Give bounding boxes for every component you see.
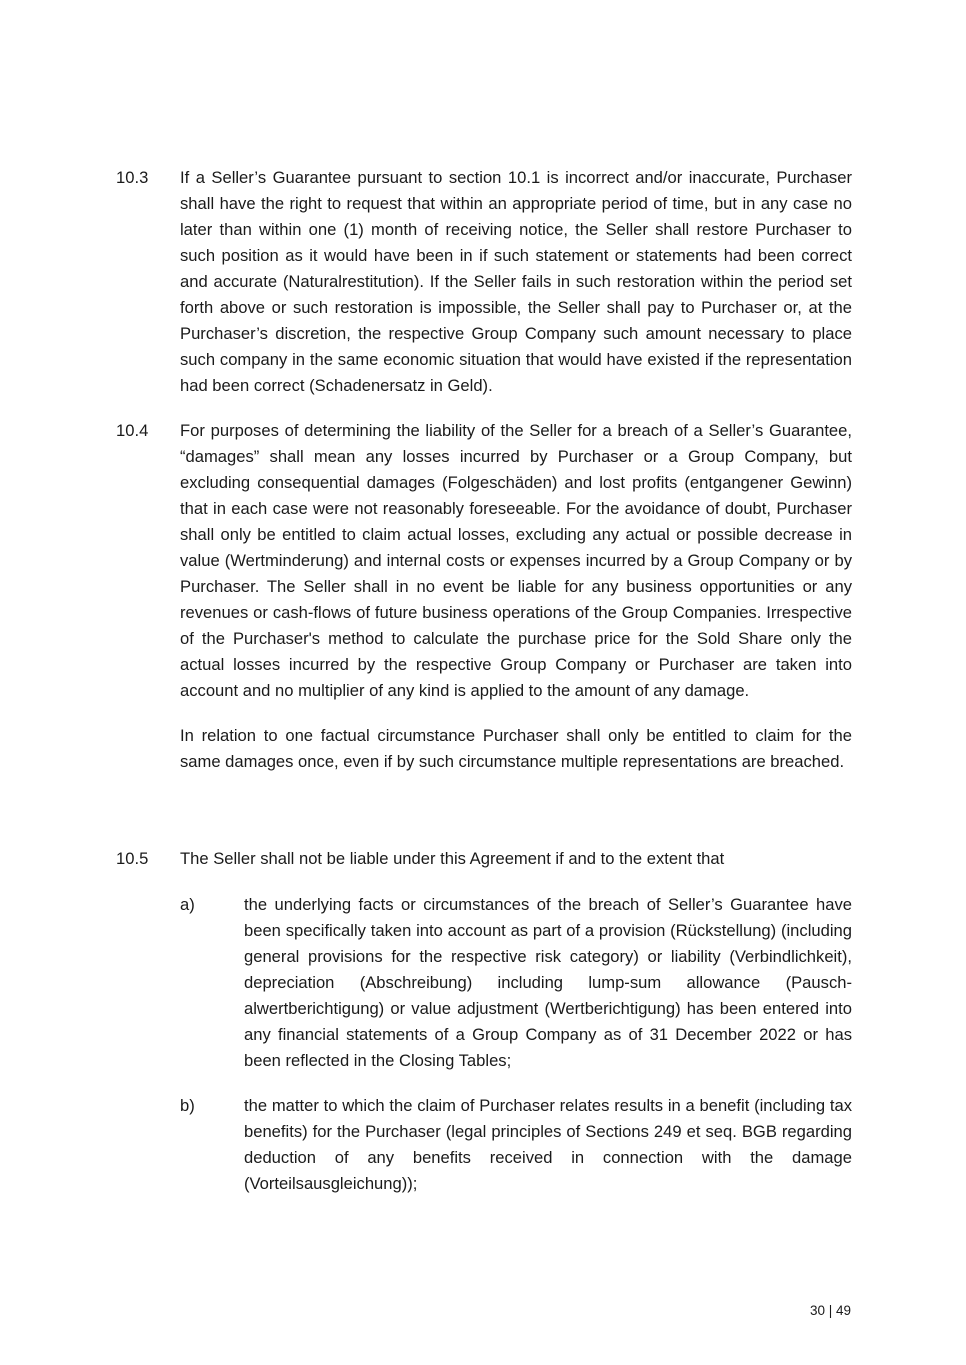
list-item-a	[180, 892, 852, 1074]
section-number: 10.4	[116, 421, 149, 440]
list-item-text: the underlying facts or circumstances of the breach of Seller’s Guarantee have been specifically taken into account as part of a provision (Rückstellung) (including general provisions for the respective risk category) or liability (Verbindlichkeit), depreciation (Abschreibung) including lump-sum allowance (Pauschalwertberichtigung) or value adjustment (Wertberichtigung) has been entered into any financial statements of a Group Company as of 31 December 2022 or has been reflected in the Closing Tables;	[244, 895, 852, 1070]
section-number: 10.5	[116, 849, 149, 868]
list-item-label: a)	[180, 895, 195, 914]
list-item-b	[180, 1093, 852, 1197]
list-item-text: the matter to which the claim of Purchaser relates results in a benefit (including tax benefits) for the Purchaser (legal principles of Sections 249 et seq. BGB regarding deduction of any benefits received in connection with the damage (Vorteilsausgleichung));	[244, 1096, 852, 1193]
page-number: 30 | 49	[809, 1303, 851, 1318]
section-10-4	[116, 418, 852, 775]
section-10-3	[116, 165, 852, 399]
section-paragraph: In relation to one factual circumstance Purchaser shall only be entitled to claim for the same damages once, even if by such circumstance multiple representations are breached.	[180, 726, 852, 771]
section-10-5	[116, 846, 852, 872]
section-number: 10.3	[116, 168, 149, 187]
section-paragraph: For purposes of determining the liability of the Seller for a breach of a Seller’s Guarantee, “damages” shall mean any losses incurred by Purchaser or a Group Company, but excluding consequential damages (Folgeschäden) and lost profits (entgangener Gewinn) that in each case were not reasonably foreseeable. For the avoidance of doubt, Purchaser shall only be entitled to claim actual losses, excluding any actual or possible decrease in value (Wertminderung) and internal costs or expenses incurred by a Group Company or by Purchaser. The Seller shall in no event be liable for any business opportunities or any revenues or cash-flows of future business operations of the Group Companies. Irrespective of the Purchaser's method to calculate the purchase price for the Sold Share only the actual losses incurred by the respective Group Company or Purchaser are taken into account and no multiplier of any kind is applied to the amount of any damage.	[180, 421, 852, 700]
list-item-label: b)	[180, 1096, 195, 1115]
section-paragraph: If a Seller’s Guarantee pursuant to section 10.1 is incorrect and/or inaccurate, Purchaser shall have the right to request that within an appropriate period of time, but in any case no later than within one (1) month of receiving notice, the Seller shall restore Purchaser to such position as it would have been in if such statement or statements had been correct and accurate (Naturalrestitution). If the Seller fails in such restoration within the period set forth above or such restoration is impossible, the Seller shall pay to Purchaser or, at the Purchaser’s discretion, the respective Group Company such amount necessary to place such company in the same economic situation that would have existed if the representation had been correct (Schadenersatz in Geld).	[180, 168, 852, 395]
section-paragraph: The Seller shall not be liable under this Agreement if and to the extent that	[180, 849, 725, 868]
